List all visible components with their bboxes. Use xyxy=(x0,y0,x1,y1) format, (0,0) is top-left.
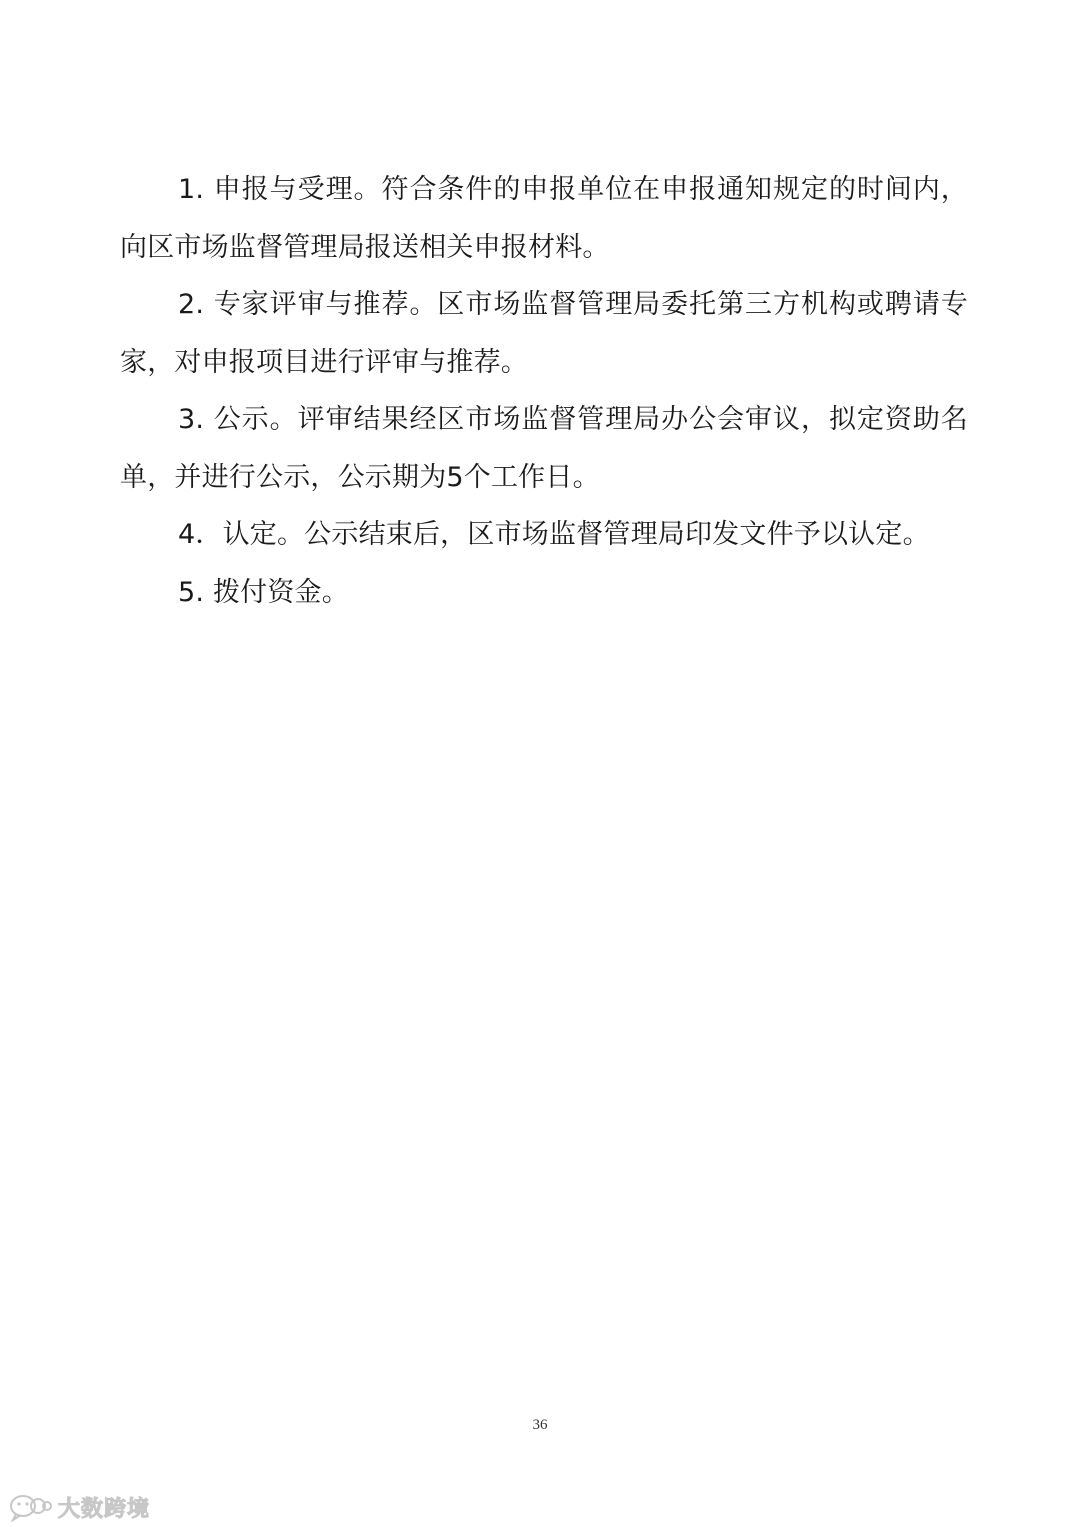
document-body xyxy=(120,161,968,621)
watermark xyxy=(8,1490,150,1524)
watermark-text: 大数跨境 xyxy=(58,1496,151,1522)
page-number: 36 xyxy=(532,1417,548,1433)
paragraph-expert-review: 2. 专家评审与推荐。区市场监督管理局委托第三方机构或聘请专家，对申报项目进行评审与推荐。 xyxy=(120,289,968,378)
paragraph-certification: 4．认定。公示结束后，区市场监督管理局印发文件予以认定。 xyxy=(178,519,930,550)
wechat-bubble-icon xyxy=(8,1492,52,1522)
paragraph-funding: 5. 拨付资金。 xyxy=(178,576,349,608)
paragraph-application: 1. 申报与受理。符合条件的申报单位在申报通知规定的时间内，向区市场监督管理局报送相关申报材料。 xyxy=(120,174,968,263)
paragraph-publicity: 3. 公示。评审结果经区市场监督管理局办公会审议，拟定资助名单，并进行公示，公示期为5个工作日。 xyxy=(120,404,968,493)
